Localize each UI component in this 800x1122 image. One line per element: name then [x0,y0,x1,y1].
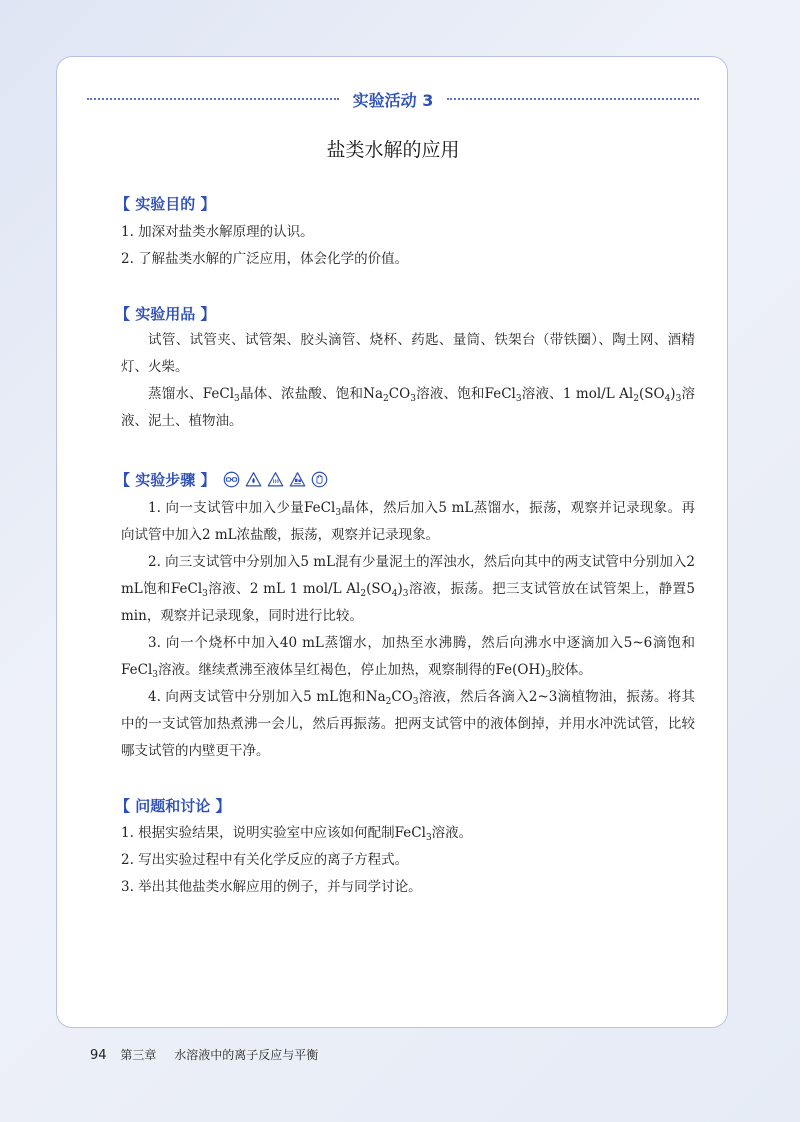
discussion-item-1: 1. 根据实验结果，说明实验室中应该如何配制FeCl$_3$溶液。 [121,825,473,843]
step-4: 4. 向两支试管中分别加入5 mL饱和$Na_2CO_3$溶液，然后各滴入2~3滴植物油，振荡。将其中的一支试管加热煮沸一会儿，然后再振荡。把两支试管中的液体倒掉，并用水冲洗试管，比较哪支试管的内壁更干净。 [121,689,695,759]
content-card [56,56,728,1028]
chapter-number: 第三章 [120,1048,157,1062]
purpose-item-2: 2. 了解盐类水解的广泛应用，体会化学的价值。 [121,251,409,267]
page-number: 94 [90,1048,107,1063]
activity-label: 实验活动 3 [352,90,434,110]
hand-wash-icon [311,471,328,488]
flame-warning-icon [245,471,262,488]
corrosive-warning-icon [289,471,306,488]
discussion-item-2: 2. 写出实验过程中有关化学反应的离子方程式。 [121,852,409,868]
materials-equipment: 试管、试管夹、试管架、胶头滴管、烧杯、药匙、量筒、铁架台（带铁圈）、陶土网、酒精灯、火柴。 [121,332,695,375]
section-heading-steps [115,469,328,490]
goggles-icon [223,471,240,488]
step-1: 1. 向一支试管中加入少量FeCl$_3$晶体，然后加入5 mL蒸馏水，振荡，观察并记录现象。再向试管中加入2 mL浓盐酸，振荡，观察并记录现象。 [121,500,695,543]
purpose-item-1: 1. 加深对盐类水解原理的认识。 [121,224,314,240]
materials-reagents: 蒸馏水、FeCl$_3$晶体、浓盐酸、饱和$Na_2CO_3$溶液、饱和FeCl$_3$溶液、1 mol/L $Al_2(SO_4)_3$溶液、泥土、植物油。 [121,386,696,429]
steps-heading-label: 【 实验步骤 】 [115,471,216,489]
section-heading-purpose: 【 实验目的 】 [115,195,216,213]
purpose-list [121,219,695,273]
chapter-title: 水溶液中的离子反应与平衡 [174,1048,319,1062]
step-3: 3. 向一个烧杯中加入40 mL蒸馏水，加热至水沸腾，然后向沸水中逐滴加入5~6滴饱和FeCl$_3$溶液。继续煮沸至液体呈红褐色，停止加热，观察制得的$Fe(OH)_3$胶体。 [121,635,695,680]
section-heading-materials: 【 实验用品 】 [115,305,216,323]
discussion-item-3: 3. 举出其他盐类水解应用的例子，并与同学讨论。 [121,879,422,895]
step-2: 2. 向三支试管中分别加入5 mL混有少量泥土的浑浊水，然后向其中的两支试管中分别加入2 mL饱和FeCl$_3$溶液、2 mL 1 mol/L $Al_2(SO_4)_3$溶液，振荡。把三支试管放在试管架上，静置5 min，观察并记录现象，同时进行比较。 [121,554,695,624]
dotted-divider-left [87,98,339,100]
section-heading-discussion: 【 问题和讨论 】 [115,797,231,815]
safety-icons [223,471,328,488]
page-footer [90,1046,318,1063]
activity-header [87,87,699,111]
heat-warning-icon [267,471,284,488]
dotted-divider-right [447,98,699,100]
discussion-list [121,820,695,901]
page-title: 盐类水解的应用 [326,139,460,161]
